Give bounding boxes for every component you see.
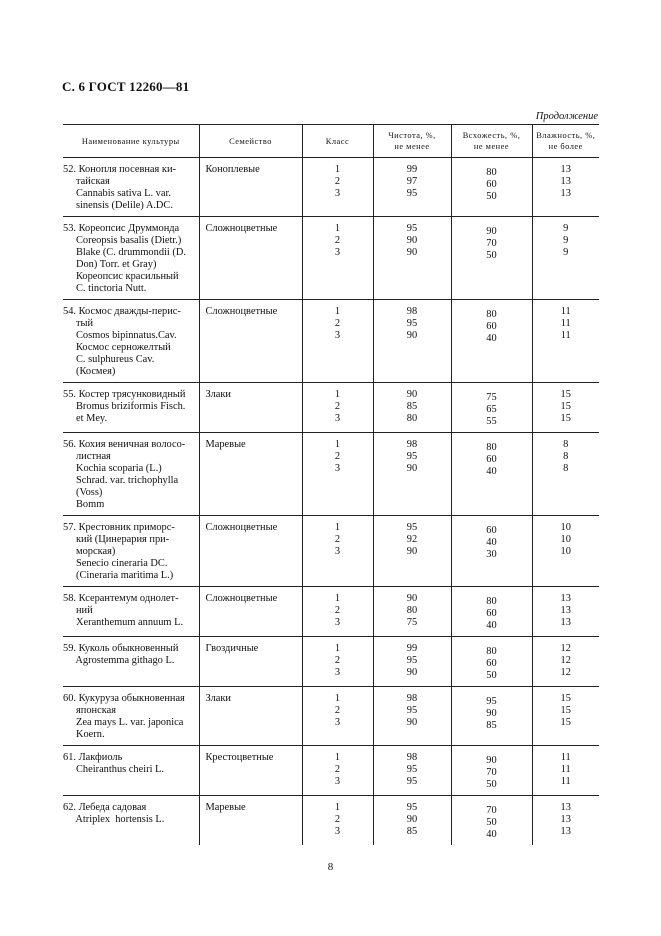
family-cell — [199, 158, 302, 217]
table-row — [63, 587, 599, 637]
culture-name-line: Koern. — [63, 729, 105, 740]
value-text: 13 — [560, 164, 571, 175]
culture-name-line: Schrad. var. trichophylla — [63, 475, 179, 486]
culture-name-line: Atriplex hortensis L. — [63, 814, 165, 825]
value-text: 95 — [406, 451, 418, 462]
value-text: 75 — [406, 617, 418, 628]
culture-name-line: 55. Костер трясунковидный — [63, 389, 186, 400]
moisture-cell — [532, 217, 599, 300]
value-text: 95 — [406, 705, 418, 716]
value-text: 95 — [406, 776, 418, 787]
value-text: 13 — [560, 826, 571, 837]
value-text: 70 — [486, 238, 497, 249]
value-text: 85 — [406, 826, 418, 837]
value-text: 1 — [334, 389, 341, 400]
page-number: 8 — [327, 861, 334, 873]
culture-name-cell — [63, 516, 199, 587]
culture-name-cell — [63, 433, 199, 516]
column-header-text: не менее — [473, 142, 510, 151]
purity-cell — [373, 217, 451, 300]
value-text: 1 — [334, 802, 341, 813]
value-text: 99 — [406, 164, 418, 175]
value-text: 60 — [486, 454, 497, 465]
value-text: 95 — [406, 802, 418, 813]
value-text: 80 — [406, 413, 418, 424]
value-text: 85 — [486, 720, 497, 731]
moisture-cell — [532, 587, 599, 637]
culture-name-cell — [63, 383, 199, 433]
value-text: 2 — [334, 705, 341, 716]
col-header-germination — [451, 125, 532, 158]
table-row — [63, 158, 599, 217]
culture-name-line: Bromus briziformis Fisch. — [63, 401, 186, 412]
value-text: 15 — [560, 401, 571, 412]
value-text: 2 — [334, 451, 341, 462]
col-header-purity — [373, 125, 451, 158]
value-text: 55 — [486, 416, 497, 427]
value-text: 15 — [560, 705, 571, 716]
value-text: 13 — [560, 814, 571, 825]
table-row — [63, 383, 599, 433]
value-text: 3 — [334, 188, 341, 199]
moisture-cell — [532, 300, 599, 383]
culture-name-line: 62. Лебеда садовая — [63, 802, 147, 813]
value-text: 50 — [486, 250, 497, 261]
column-header-text: Всхожесть, %, — [462, 131, 521, 140]
continued-label: Продолжение — [535, 111, 598, 122]
table-row — [63, 637, 599, 687]
culture-name-line: Agrostemma githago L. — [63, 655, 175, 666]
purity-cell — [373, 746, 451, 796]
value-text: 11 — [560, 306, 571, 317]
value-text: 60 — [486, 525, 497, 536]
value-text: 40 — [486, 620, 497, 631]
value-text: 92 — [406, 534, 418, 545]
value-text: 2 — [334, 318, 341, 329]
table-row — [63, 796, 599, 846]
value-text: 60 — [486, 608, 497, 619]
culture-name-line: 61. Лакфиоль — [63, 752, 123, 763]
table-row — [63, 687, 599, 746]
column-header-text: не более — [548, 142, 583, 151]
family-text: Маревые — [205, 439, 246, 450]
value-text: 80 — [486, 167, 497, 178]
culture-name-line: Кореопсис красильный — [63, 271, 179, 282]
value-text: 98 — [406, 752, 418, 763]
family-cell — [199, 587, 302, 637]
value-text: 90 — [406, 389, 418, 400]
family-text: Сложноцветные — [205, 223, 278, 234]
value-text: 10 — [560, 546, 571, 557]
germination-cell — [451, 637, 532, 687]
family-text: Сложноцветные — [205, 522, 278, 533]
germination-cell — [451, 158, 532, 217]
class-cell — [302, 746, 373, 796]
culture-name-line: тайская — [63, 176, 110, 187]
family-text: Коноплевые — [205, 164, 260, 175]
column-header-text: Влажность, %, — [536, 131, 596, 140]
table-row — [63, 746, 599, 796]
class-cell — [302, 433, 373, 516]
value-text: 10 — [560, 522, 571, 533]
family-text: Злаки — [205, 693, 231, 704]
culture-name-line: Blake (C. drummondii (D. — [63, 247, 186, 258]
culture-name-line: Kochia scoparia (L.) — [63, 463, 162, 474]
value-text: 95 — [406, 318, 418, 329]
culture-name-line: Don) Torr. et Gray) — [63, 259, 157, 270]
value-text: 40 — [486, 333, 497, 344]
culture-name-line: sinensis (Delile) A.DC. — [63, 200, 173, 211]
culture-name-cell — [63, 587, 199, 637]
value-text: 3 — [334, 776, 341, 787]
purity-cell — [373, 433, 451, 516]
family-cell — [199, 300, 302, 383]
value-text: 15 — [560, 693, 571, 704]
value-text: 1 — [334, 643, 341, 654]
class-cell — [302, 516, 373, 587]
value-text: 12 — [560, 643, 571, 654]
family-cell — [199, 687, 302, 746]
germination-cell — [451, 383, 532, 433]
value-text: 90 — [406, 593, 418, 604]
moisture-cell — [532, 158, 599, 217]
value-text: 50 — [486, 670, 497, 681]
value-text: 10 — [560, 534, 571, 545]
value-text: 40 — [486, 466, 497, 477]
value-text: 80 — [486, 596, 497, 607]
column-header-text: Наименование культуры — [81, 136, 180, 146]
value-text: 8 — [563, 451, 569, 462]
culture-name-line: Cheiranthus cheiri L. — [63, 764, 164, 775]
value-text: 2 — [334, 401, 341, 412]
class-cell — [302, 383, 373, 433]
family-cell — [199, 637, 302, 687]
value-text: 3 — [334, 247, 341, 258]
family-cell — [199, 383, 302, 433]
culture-name-line: морская) — [63, 546, 116, 557]
page-header: С. 6 ГОСТ 12260—81 — [62, 79, 190, 94]
value-text: 11 — [560, 330, 571, 341]
class-cell — [302, 796, 373, 846]
purity-cell — [373, 637, 451, 687]
value-text: 90 — [406, 546, 418, 557]
culture-name-cell — [63, 300, 199, 383]
value-text: 97 — [406, 176, 418, 187]
family-text: Злаки — [205, 389, 231, 400]
value-text: 90 — [406, 814, 418, 825]
value-text: 50 — [486, 817, 497, 828]
culture-name-line: листная — [63, 451, 111, 462]
value-text: 1 — [334, 752, 341, 763]
germination-cell — [451, 516, 532, 587]
value-text: 50 — [486, 779, 497, 790]
class-cell — [302, 217, 373, 300]
col-header-class — [302, 125, 373, 158]
culture-name-line: (Космея) — [63, 366, 116, 377]
value-text: 1 — [334, 593, 341, 604]
value-text: 90 — [486, 755, 497, 766]
column-header-text: Чистота, %, — [388, 131, 436, 140]
value-text: 2 — [334, 605, 341, 616]
family-cell — [199, 516, 302, 587]
purity-cell — [373, 383, 451, 433]
family-text: Сложноцветные — [205, 306, 278, 317]
culture-name-line: 52. Конопля посевная ки- — [63, 164, 176, 175]
culture-name-line: 58. Ксерантемум однолет- — [63, 593, 179, 604]
culture-name-line: тый — [63, 318, 94, 329]
value-text: 2 — [334, 814, 341, 825]
purity-cell — [373, 300, 451, 383]
value-text: 90 — [406, 463, 418, 474]
class-cell — [302, 687, 373, 746]
table-row — [63, 516, 599, 587]
family-cell — [199, 433, 302, 516]
purity-cell — [373, 587, 451, 637]
value-text: 70 — [486, 805, 497, 816]
germination-cell — [451, 796, 532, 846]
culture-name-line: Bomm — [63, 499, 105, 510]
value-text: 2 — [334, 534, 341, 545]
culture-name-line: 60. Кукуруза обыкновенная — [63, 693, 185, 704]
value-text: 70 — [486, 767, 497, 778]
culture-name-line: Zea mays L. var. japonica — [63, 717, 184, 728]
culture-name-cell — [63, 687, 199, 746]
value-text: 2 — [334, 235, 341, 246]
value-text: 3 — [334, 546, 341, 557]
moisture-cell — [532, 516, 599, 587]
culture-name-line: C. tinctoria Nutt. — [63, 283, 147, 294]
culture-name-cell — [63, 217, 199, 300]
value-text: 12 — [560, 667, 571, 678]
value-text: 9 — [563, 223, 569, 234]
value-text: 40 — [486, 829, 497, 840]
value-text: 95 — [486, 696, 497, 707]
value-text: 13 — [560, 176, 571, 187]
culture-name-line: японская — [63, 705, 116, 716]
seed-standards-table — [63, 124, 599, 845]
column-header-text: Семейство — [229, 136, 272, 146]
table-row — [63, 217, 599, 300]
family-cell — [199, 796, 302, 846]
culture-name-line: 56. Кохия веничная волосо- — [63, 439, 186, 450]
value-text: 40 — [486, 537, 497, 548]
value-text: 95 — [406, 223, 418, 234]
value-text: 90 — [406, 235, 418, 246]
value-text: 1 — [334, 223, 341, 234]
culture-name-cell — [63, 796, 199, 846]
family-cell — [199, 217, 302, 300]
germination-cell — [451, 687, 532, 746]
culture-name-line: Xeranthemum annuum L. — [63, 617, 184, 628]
value-text: 3 — [334, 617, 341, 628]
value-text: 13 — [560, 617, 571, 628]
value-text: 90 — [486, 708, 497, 719]
value-text: 3 — [334, 667, 341, 678]
purity-cell — [373, 158, 451, 217]
culture-name-line: Космос серножелтый — [63, 342, 171, 353]
value-text: 8 — [563, 463, 569, 474]
culture-name-line: Senecio cineraria DC. — [63, 558, 168, 569]
family-cell — [199, 746, 302, 796]
class-cell — [302, 300, 373, 383]
value-text: 90 — [486, 226, 497, 237]
value-text: 1 — [334, 522, 341, 533]
value-text: 95 — [406, 522, 418, 533]
value-text: 13 — [560, 605, 571, 616]
value-text: 98 — [406, 439, 418, 450]
value-text: 13 — [560, 802, 571, 813]
moisture-cell — [532, 637, 599, 687]
value-text: 90 — [406, 667, 418, 678]
value-text: 11 — [560, 776, 571, 787]
culture-name-line: Coreopsis basalis (Dietr.) — [63, 235, 182, 246]
value-text: 11 — [560, 752, 571, 763]
culture-name-line: 59. Куколь обыкновенный — [63, 643, 179, 654]
col-header-name — [63, 125, 199, 158]
value-text: 99 — [406, 643, 418, 654]
class-cell — [302, 637, 373, 687]
germination-cell — [451, 433, 532, 516]
value-text: 80 — [486, 442, 497, 453]
value-text: 50 — [486, 191, 497, 202]
culture-name-line: C. sulphureus Cav. — [63, 354, 155, 365]
moisture-cell — [532, 796, 599, 846]
family-text: Гвоздичные — [205, 643, 259, 654]
value-text: 1 — [334, 306, 341, 317]
culture-name-line: (Voss) — [63, 487, 103, 498]
col-header-family — [199, 125, 302, 158]
value-text: 11 — [560, 764, 571, 775]
value-text: 3 — [334, 826, 341, 837]
value-text: 85 — [406, 401, 418, 412]
value-text: 60 — [486, 179, 497, 190]
value-text: 90 — [406, 247, 418, 258]
value-text: 2 — [334, 655, 341, 666]
value-text: 1 — [334, 693, 341, 704]
value-text: 3 — [334, 717, 341, 728]
germination-cell — [451, 587, 532, 637]
table-row — [63, 300, 599, 383]
purity-cell — [373, 796, 451, 846]
value-text: 80 — [486, 309, 497, 320]
germination-cell — [451, 746, 532, 796]
value-text: 90 — [406, 717, 418, 728]
value-text: 95 — [406, 188, 418, 199]
culture-name-line: кий (Цинерария при- — [63, 534, 170, 545]
culture-name-line: 57. Крестовник приморс- — [63, 522, 175, 533]
value-text: 12 — [560, 655, 571, 666]
germination-cell — [451, 217, 532, 300]
culture-name-cell — [63, 637, 199, 687]
purity-cell — [373, 516, 451, 587]
value-text: 13 — [560, 188, 571, 199]
value-text: 11 — [560, 318, 571, 329]
culture-name-line: (Cineraria maritima L.) — [63, 570, 174, 581]
class-cell — [302, 587, 373, 637]
column-header-text: Класс — [325, 136, 350, 146]
culture-name-line: 53. Кореопсис Друммонда — [63, 223, 180, 234]
value-text: 60 — [486, 321, 497, 332]
culture-name-cell — [63, 158, 199, 217]
value-text: 98 — [406, 693, 418, 704]
value-text: 98 — [406, 306, 418, 317]
family-text: Маревые — [205, 802, 246, 813]
moisture-cell — [532, 433, 599, 516]
column-header-text: не менее — [394, 142, 430, 151]
purity-cell — [373, 687, 451, 746]
table-header-row — [63, 125, 599, 158]
moisture-cell — [532, 687, 599, 746]
value-text: 9 — [563, 247, 569, 258]
col-header-moisture — [532, 125, 599, 158]
value-text: 2 — [334, 764, 341, 775]
value-text: 90 — [406, 330, 418, 341]
culture-name-line: ний — [63, 605, 93, 616]
value-text: 95 — [406, 655, 418, 666]
value-text: 60 — [486, 658, 497, 669]
value-text: 3 — [334, 413, 341, 424]
culture-name-line: 54. Космос дважды-перис- — [63, 306, 181, 317]
culture-name-line: Cosmos bipinnatus.Cav. — [63, 330, 177, 341]
value-text: 30 — [486, 549, 497, 560]
value-text: 80 — [486, 646, 497, 657]
value-text: 9 — [563, 235, 569, 246]
value-text: 15 — [560, 717, 571, 728]
moisture-cell — [532, 746, 599, 796]
value-text: 8 — [563, 439, 569, 450]
value-text: 80 — [406, 605, 418, 616]
value-text: 65 — [486, 404, 497, 415]
table-body — [63, 158, 599, 846]
value-text: 15 — [560, 413, 571, 424]
family-text: Сложноцветные — [205, 593, 278, 604]
family-text: Крестоцветные — [205, 752, 274, 763]
class-cell — [302, 158, 373, 217]
value-text: 15 — [560, 389, 571, 400]
moisture-cell — [532, 383, 599, 433]
germination-cell — [451, 300, 532, 383]
value-text: 3 — [334, 330, 341, 341]
value-text: 13 — [560, 593, 571, 604]
value-text: 95 — [406, 764, 418, 775]
value-text: 3 — [334, 463, 341, 474]
value-text: 75 — [486, 392, 497, 403]
value-text: 2 — [334, 176, 341, 187]
value-text: 1 — [334, 164, 341, 175]
culture-name-line: et Mey. — [63, 413, 108, 424]
value-text: 1 — [334, 439, 341, 450]
culture-name-cell — [63, 746, 199, 796]
table-row — [63, 433, 599, 516]
culture-name-line: Cannabis sativa L. var. — [63, 188, 171, 199]
